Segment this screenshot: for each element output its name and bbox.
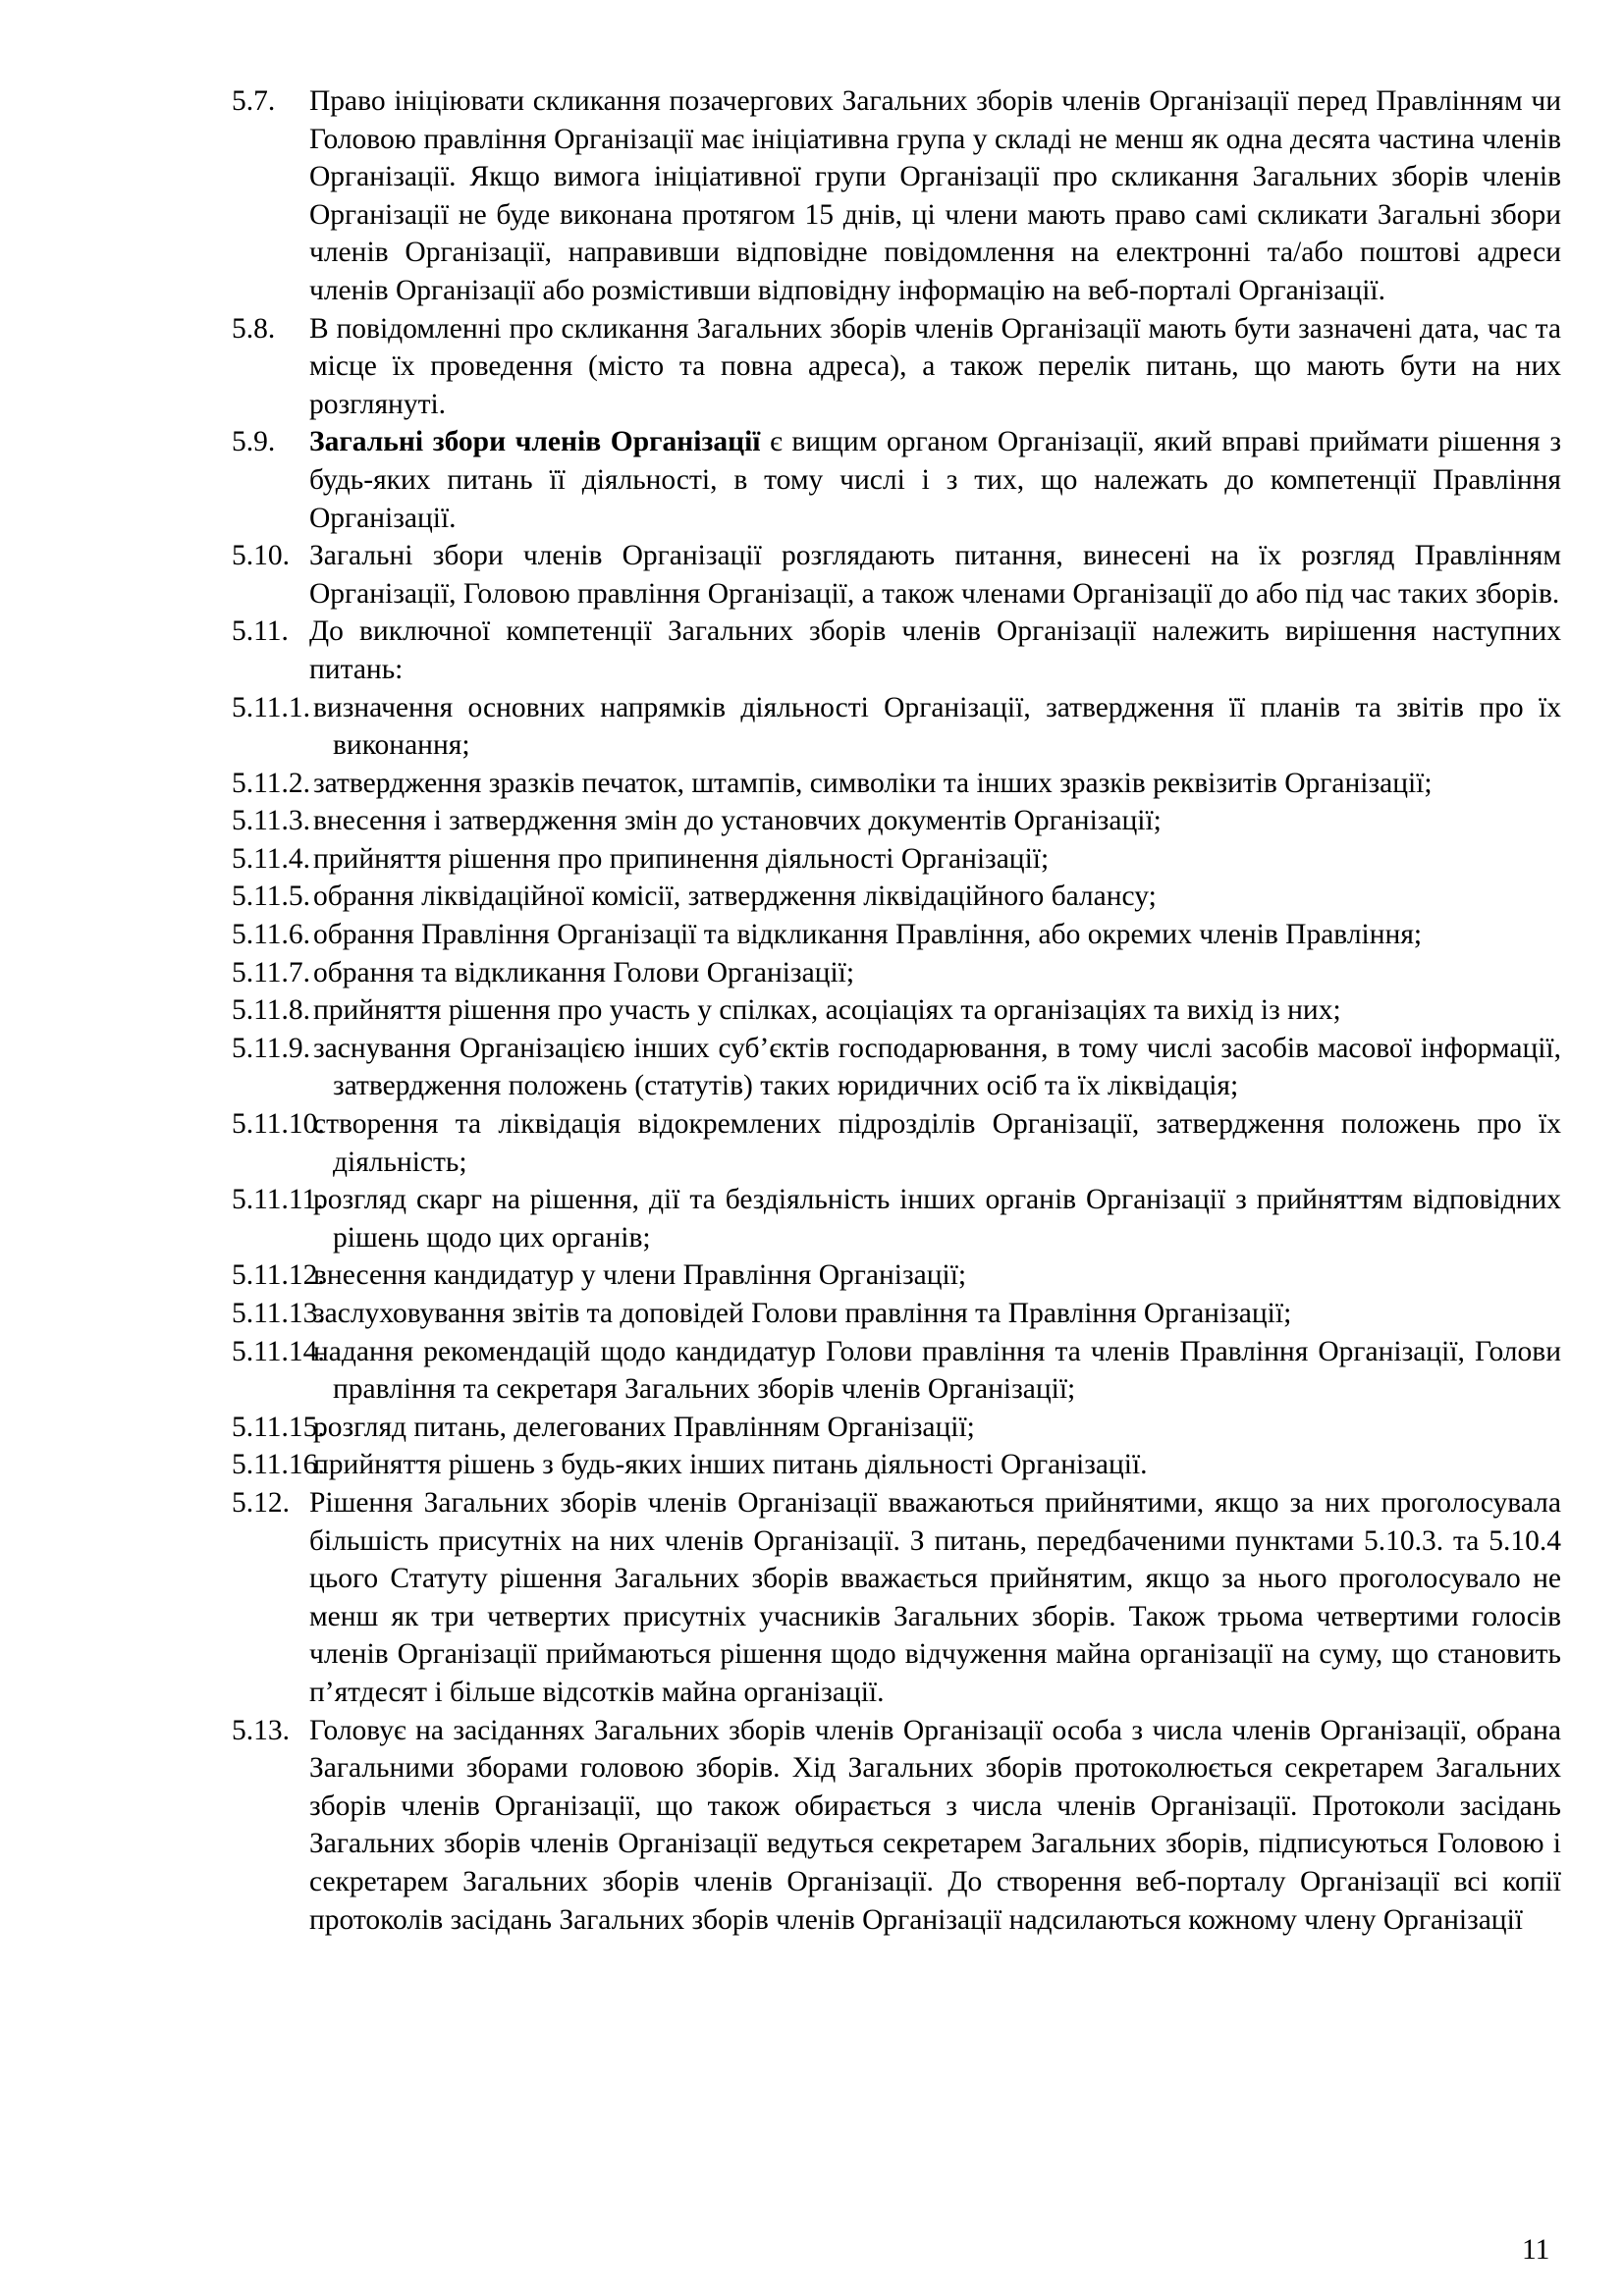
clause-number: 5.11.9. — [232, 1032, 311, 1064]
clause-number: 5.11.14. — [232, 1335, 325, 1367]
clause-text: Загальні збори членів Організації розглядають питання, винесені на їх розгляд Правлінням Організації, Головою правління Організації, а також членами Організації до або під час таких зборів. — [309, 540, 1561, 610]
clause-text: прийняття рішення про припинення діяльності Організації; — [313, 842, 1050, 875]
clause-number: 5.11.8. — [232, 994, 311, 1027]
clause-number: 5.11.6. — [232, 919, 311, 951]
clause-number: 5.11.2. — [232, 767, 311, 799]
clause-text: Рішення Загальних зборів членів Організації вважаються прийнятими, якщо за них проголосувала більшість присутніх на них членів Організації. З питань, передбаченими пунктами 5.10.3. та 5.10.4 цього Статуту рішення Загальних зборів вважається прийнятим, якщо за нього проголосувало не менш як три четвертих присутніх учасників Загальних зборів. Також трьома четвертими голосів членів Організації приймаються рішення щодо відчуження майна організації на суму, що становить п’ятдесят і більше відсотків майна організації. — [309, 1486, 1561, 1708]
clause-text-rest: є вищим органом Організації, який вправі приймати рішення з будь-яких питань її діяльності, в тому числі і з тих, що належать до компетенції Правління Організації. — [309, 426, 1561, 534]
clause-5-10 — [232, 537, 1561, 613]
clause-number: 5.11.13. — [232, 1298, 325, 1329]
clause-number: 5.9. — [232, 426, 276, 458]
clause-text — [309, 423, 1561, 537]
subclause-5-11-10 — [232, 1105, 1561, 1181]
clause-number: 5.11.16. — [232, 1449, 325, 1481]
clause-text: В повідомленні про скликання Загальних зборів членів Організації мають бути зазначені дата, час та місце їх проведення (місто та повна адреса), а також перелік питань, що мають бути на них розглянуті. — [309, 312, 1561, 420]
subclause-5-11-7 — [232, 954, 1561, 992]
page-number: 11 — [1522, 2234, 1550, 2266]
clause-text: затвердження зразків печаток, штампів, символіки та інших зразків реквізитів Організації; — [313, 767, 1433, 799]
clause-5-11 — [232, 613, 1561, 688]
subclause-5-11-8 — [232, 991, 1561, 1030]
clause-text: До виключної компетенції Загальних зборів членів Організації належить вирішення наступних питань: — [309, 615, 1561, 685]
clause-number: 5.11.11. — [232, 1184, 324, 1216]
clause-text: внесення кандидатур у члени Правління Організації; — [313, 1259, 967, 1292]
clause-number: 5.11.1. — [232, 691, 311, 723]
clause-number: 5.11.7. — [232, 956, 311, 988]
clause-5-7 — [232, 82, 1561, 310]
clause-number: 5.11.12. — [232, 1259, 325, 1292]
clause-5-12 — [232, 1484, 1561, 1712]
clause-text: визначення основних напрямків діяльності Організації, затвердження її планів та звітів про їх виконання; — [313, 691, 1561, 762]
subclause-5-11-6 — [232, 916, 1561, 954]
clause-number: 5.10. — [232, 540, 290, 572]
clause-5-9 — [232, 423, 1561, 537]
clause-text: розгляд питань, делегованих Правлінням Організації; — [313, 1411, 975, 1443]
clause-number: 5.11.15. — [232, 1411, 325, 1443]
clause-number: 5.11.3. — [232, 805, 311, 837]
subclause-5-11-5 — [232, 878, 1561, 916]
clause-5-13 — [232, 1712, 1561, 1940]
subclause-5-11-2 — [232, 765, 1561, 803]
clause-text: створення та ліквідація відокремлених підрозділів Організації, затвердження положень про їх діяльність; — [313, 1108, 1561, 1178]
subclause-5-11-15 — [232, 1409, 1561, 1447]
clause-number: 5.11.10. — [232, 1108, 325, 1141]
clause-number: 5.13. — [232, 1714, 290, 1746]
subclause-5-11-14 — [232, 1333, 1561, 1409]
subclause-5-11-4 — [232, 840, 1561, 879]
subclause-5-11-9 — [232, 1030, 1561, 1105]
clause-text: Право ініціювати скликання позачергових Загальних зборів членів Організації перед Правлінням чи Головою правління Організації має ініціативна група у складі не менш як одна десята частина членів Організації. Якщо вимога ініціативної групи Організації про скликання Загальних зборів членів Організації не буде виконана протягом 15 днів, ці члени мають право самі скликати Загальні збори членів Організації, направивши відповідне повідомлення на електронні та/або поштові адреси членів Організації або розмістивши відповідну інформацію на веб-порталі Організації. — [309, 85, 1561, 306]
charter-section-5 — [232, 82, 1561, 1939]
clause-number: 5.8. — [232, 312, 276, 345]
clause-text: обрання та відкликання Голови Організації; — [313, 956, 855, 988]
subclause-5-11-3 — [232, 802, 1561, 840]
clause-number: 5.11.5. — [232, 881, 311, 913]
clause-text: заснування Організацією інших суб’єктів господарювання, в тому числі засобів масової інформації, затвердження положень (статутів) таких юридичних осіб та їх ліквідація; — [313, 1032, 1561, 1102]
subclause-5-11-12 — [232, 1256, 1561, 1295]
clause-number: 5.12. — [232, 1486, 290, 1519]
clause-number: 5.11.4. — [232, 842, 311, 875]
clause-text: обрання Правління Організації та відкликання Правління, або окремих членів Правління; — [313, 919, 1423, 951]
clause-text: прийняття рішень з будь-яких інших питань діяльності Організації. — [313, 1449, 1148, 1481]
clause-text: надання рекомендацій щодо кандидатур Голови правління та членів Правління Організації, Голови правління та секретаря Загальних зборів членів Організації; — [313, 1335, 1561, 1406]
clause-text: Головує на засіданнях Загальних зборів членів Організації особа з числа членів Організації, обрана Загальними зборами головою зборів. Хід Загальних зборів протоколюється секретарем Загальних зборів членів Організації, що також обирається з числа членів Організації. Протоколи засідань Загальних зборів членів Організації ведуться секретарем Загальних зборів, підписуються Головою і секретарем Загальних зборів членів Організації. До створення веб-порталу Організації всі копії протоколів засідань Загальних зборів членів Організації надсилаються кожному члену Організації — [309, 1714, 1561, 1936]
subclause-5-11-1 — [232, 689, 1561, 765]
clause-text: прийняття рішення про участь у спілках, асоціаціях та організаціях та вихід із них; — [313, 994, 1341, 1027]
clause-bold-lead: Загальні збори членів Організації — [309, 426, 761, 458]
subclause-5-11-11 — [232, 1181, 1561, 1256]
clause-5-8 — [232, 310, 1561, 424]
subclause-5-11-16 — [232, 1446, 1561, 1484]
clause-text: внесення і затвердження змін до установчих документів Організації; — [313, 805, 1162, 837]
clause-text: заслуховування звітів та доповідей Голови правління та Правління Організації; — [313, 1298, 1292, 1329]
clause-number: 5.11. — [232, 615, 289, 648]
subclause-5-11-13 — [232, 1295, 1561, 1333]
clause-text: обрання ліквідаційної комісії, затвердження ліквідаційного балансу; — [313, 881, 1157, 913]
clause-text: розгляд скарг на рішення, дії та бездіяльність інших органів Організації з прийняттям відповідних рішень щодо цих органів; — [313, 1184, 1561, 1254]
clause-number: 5.7. — [232, 85, 276, 117]
